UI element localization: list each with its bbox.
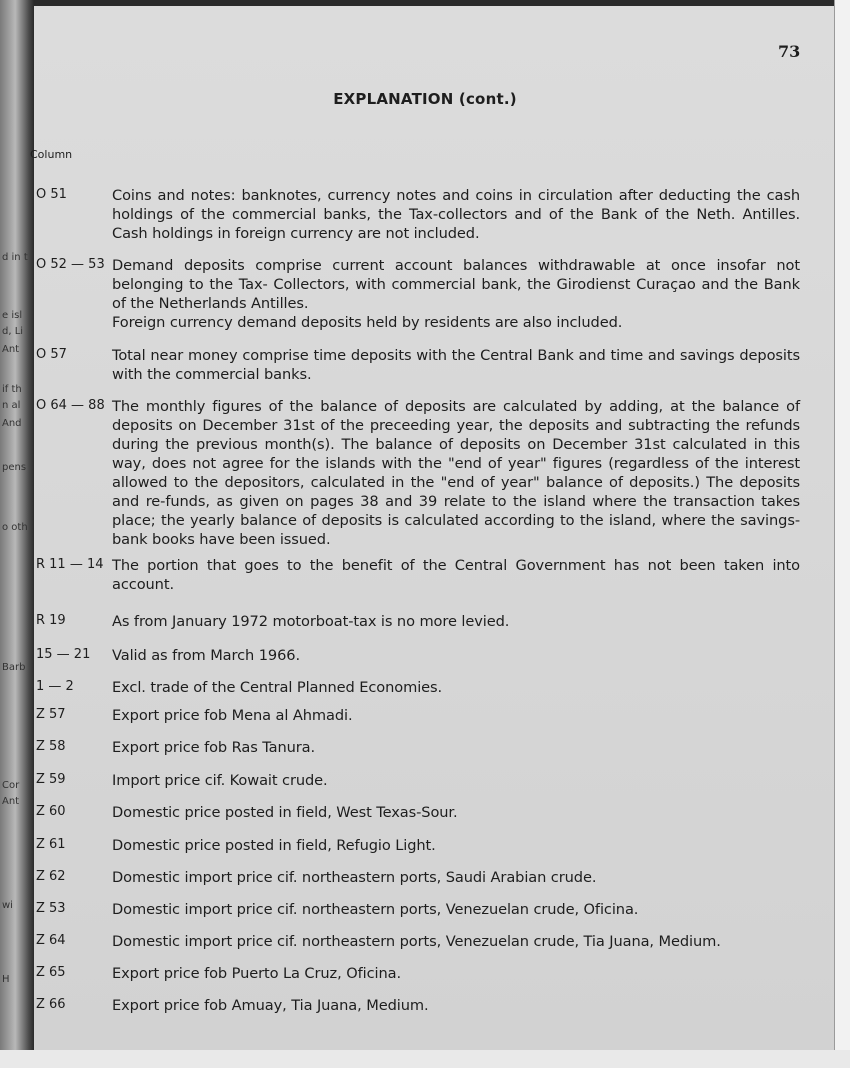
column-code: O 52 — 53 (36, 257, 105, 272)
column-code: Z 64 (36, 933, 66, 948)
column-code: Z 53 (36, 901, 66, 916)
fragment: H (2, 974, 10, 985)
entry-text: Domestic import price cif. northeastern ports, Venezuelan crude, Oficina. (112, 901, 639, 918)
entry-text-paragraph: Foreign currency demand deposits held by residents are also included. (112, 314, 623, 331)
column-code: O 57 (36, 347, 67, 362)
column-header: Column (30, 148, 73, 161)
fragment: Ant (2, 344, 20, 355)
fragment: d, Li (2, 326, 24, 337)
fragment: wi (2, 900, 13, 911)
fragment: o oth (2, 522, 28, 533)
column-code: R 19 (36, 613, 66, 628)
entry-text: Domestic price posted in field, Refugio Light. (112, 837, 436, 854)
entry-text: As from January 1972 motorboat-tax is no more levied. (112, 613, 510, 630)
column-code: Z 66 (36, 997, 66, 1012)
entry-text: Valid as from March 1966. (112, 647, 300, 664)
entry-text: Import price cif. Kowait crude. (112, 772, 328, 789)
scan-bottom-edge (0, 1050, 850, 1068)
column-code: O 51 (36, 187, 67, 202)
entry-text (112, 256, 800, 332)
fragment: Cor (2, 780, 20, 791)
column-code: Z 58 (36, 739, 66, 754)
entry-text: Excl. trade of the Central Planned Economies. (112, 679, 443, 696)
fragment: And (2, 418, 22, 429)
entry-text: Export price fob Mena al Ahmadi. (112, 707, 353, 724)
page-title: EXPLANATION (cont.) (333, 90, 517, 108)
column-code: 1 — 2 (36, 679, 74, 694)
fragment: e isl (2, 310, 23, 321)
column-code: Z 60 (36, 804, 66, 819)
entry-text: The portion that goes to the benefit of the Central Government has not been taken into account. (112, 557, 800, 593)
entry-text: Export price fob Puerto La Cruz, Oficina. (112, 965, 401, 982)
column-code: R 11 — 14 (36, 557, 104, 572)
entry-text: Export price fob Ras Tanura. (112, 739, 316, 756)
fragment: pens (2, 462, 27, 473)
entry-text-paragraph: Demand deposits comprise current account balances withdrawable at once insofar not belonging to the Tax- Collectors, with commercial bank, the Girodienst Curaçao and the Bank of the Netherlands Antilles. (112, 257, 800, 312)
entry-text: Coins and notes: banknotes, currency notes and coins in circulation after deducting the cash holdings of the commercial banks, the Tax-collectors and of the Bank of the Neth. Antilles. Cash holdings in foreign currency are not included. (112, 187, 800, 242)
fragment: if th (2, 384, 22, 395)
entry-text: Domestic import price cif. northeastern ports, Saudi Arabian crude. (112, 869, 597, 886)
entry-text: Export price fob Amuay, Tia Juana, Medium. (112, 997, 429, 1014)
column-code: Z 57 (36, 707, 66, 722)
column-code: Z 59 (36, 772, 66, 787)
entry-text: Total near money comprise time deposits with the Central Bank and time and savings deposits with the commercial banks. (112, 347, 800, 383)
fragment: d in t (2, 252, 28, 263)
facing-page-fragments (0, 0, 30, 1068)
entry-text: Domestic import price cif. northeastern ports, Venezuelan crude, Tia Juana, Medium. (112, 933, 721, 950)
fragment: Ant (2, 796, 20, 807)
fragment: n al (2, 400, 21, 411)
column-code: O 64 — 88 (36, 398, 105, 413)
page-number: 73 (778, 42, 801, 61)
entry-text: Domestic price posted in field, West Texas-Sour. (112, 804, 458, 821)
page-edge (834, 0, 850, 1068)
fragment: Barb (2, 662, 26, 673)
entry-text: The monthly figures of the balance of deposits are calculated by adding, at the balance of deposits on December 31st of the preceeding year, the deposits and subtracting the refunds during the previous month(s). The balance of deposits on December 31st calculated in this way, does not agree for the islands with the "end of year" figures (regardless of the interest allowed to the depositors, calculated in the "end of year" balance of deposits.) The deposits and re-funds, as given on pages 38 and 39 relate to the island where the transaction takes place; the yearly balance of deposits is calculated according to the island, where the savings-bank books have been issued. (112, 398, 800, 548)
column-code: Z 62 (36, 869, 66, 884)
column-code: Z 61 (36, 837, 66, 852)
column-code: 15 — 21 (36, 647, 91, 662)
column-code: Z 65 (36, 965, 66, 980)
